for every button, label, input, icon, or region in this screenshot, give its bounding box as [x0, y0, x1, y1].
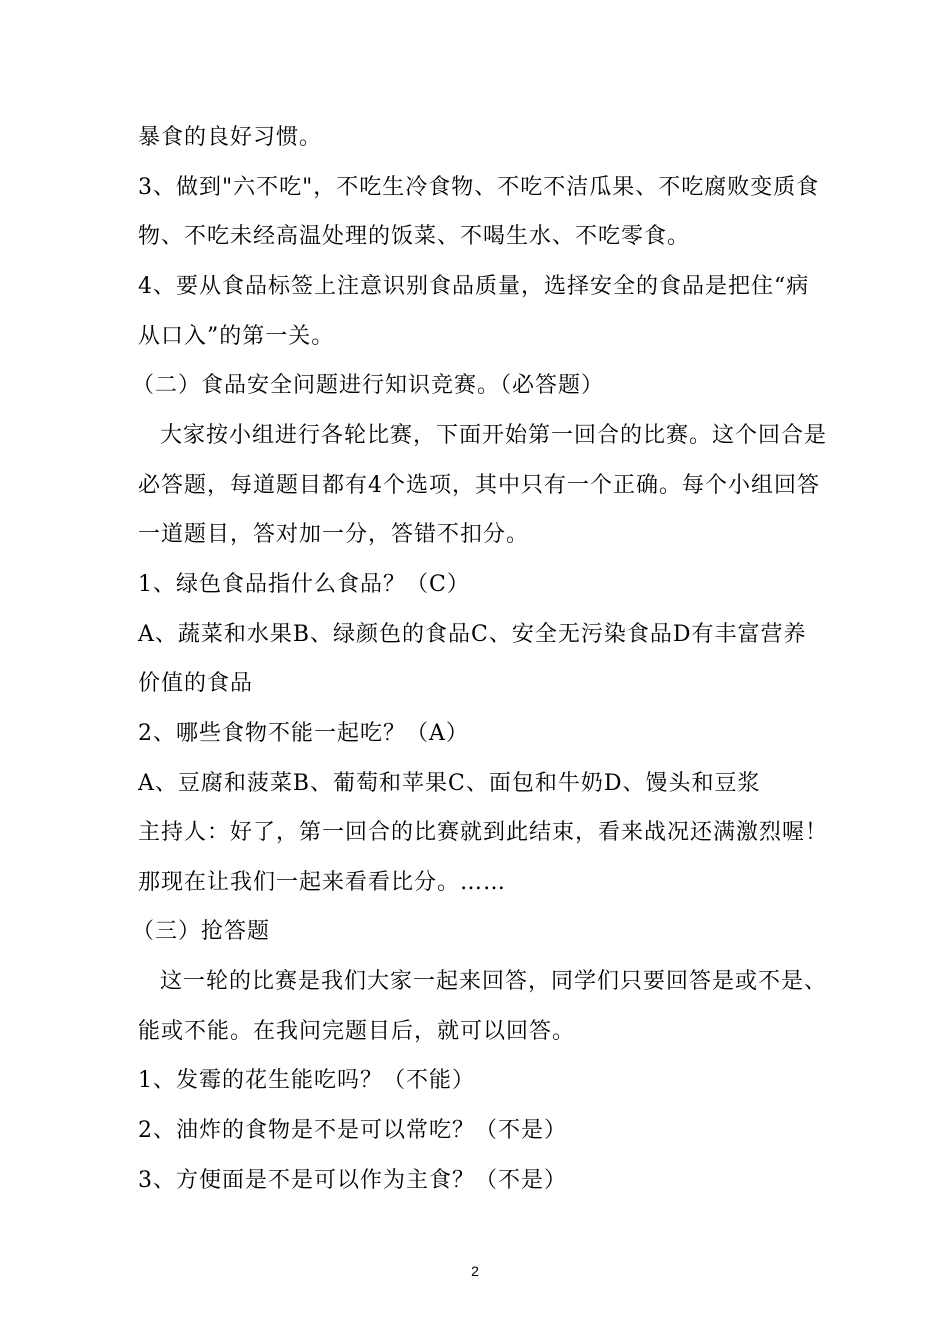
options-line: A、豆腐和菠菜B、葡萄和苹果C、面包和牛奶D、馒头和豆浆 [138, 771, 761, 796]
text-line: 价值的食品 [138, 671, 254, 696]
text-line: 暴食的良好习惯。 [138, 125, 323, 150]
question-line: 2、哪些食物不能一起吃？（A） [138, 721, 469, 746]
question-line: 1、绿色食品指什么食品？（C） [138, 572, 470, 597]
question-line: 1、发霉的花生能吃吗？（不能） [138, 1068, 475, 1093]
section-heading: （二）食品安全问题进行知识竞赛。（必答题） [132, 373, 605, 398]
page-number: 2 [471, 1263, 479, 1279]
text-line: 主持人：好了，第一回合的比赛就到此结束，看来战况还满激烈喔！ [138, 820, 829, 845]
text-line: 物、不吃未经高温处理的饭菜、不喝生水、不吃零食。 [138, 224, 691, 249]
text-line: 大家按小组进行各轮比赛，下面开始第一回合的比赛。这个回合是 [160, 423, 828, 448]
section-heading: （三）抢答题 [132, 919, 271, 944]
question-line: 2、油炸的食物是不是可以常吃？（不是） [138, 1118, 567, 1143]
text-line: 从口入”的第一关。 [138, 324, 335, 349]
options-line: A、蔬菜和水果B、绿颜色的食品C、安全无污染食品D有丰富营养 [138, 622, 807, 647]
text-line: 必答题，每道题目都有4个选项，其中只有一个正确。每个小组回答 [138, 473, 820, 498]
text-line: 4、要从食品标签上注意识别食品质量，选择安全的食品是把住“病 [138, 274, 810, 299]
text-line: 一道题目，答对加一分，答错不扣分。 [138, 522, 530, 547]
text-line: 3、做到"六不吃"，不吃生冷食物、不吃不洁瓜果、不吃腐败变质食 [138, 175, 820, 200]
text-line: 这一轮的比赛是我们大家一起来回答，同学们只要回答是或不是、 [160, 969, 828, 994]
text-line: 那现在让我们一起来看看比分。…… [138, 870, 507, 895]
text-line: 能或不能。在我问完题目后，就可以回答。 [138, 1019, 576, 1044]
question-line: 3、方便面是不是可以作为主食？（不是） [138, 1168, 567, 1193]
